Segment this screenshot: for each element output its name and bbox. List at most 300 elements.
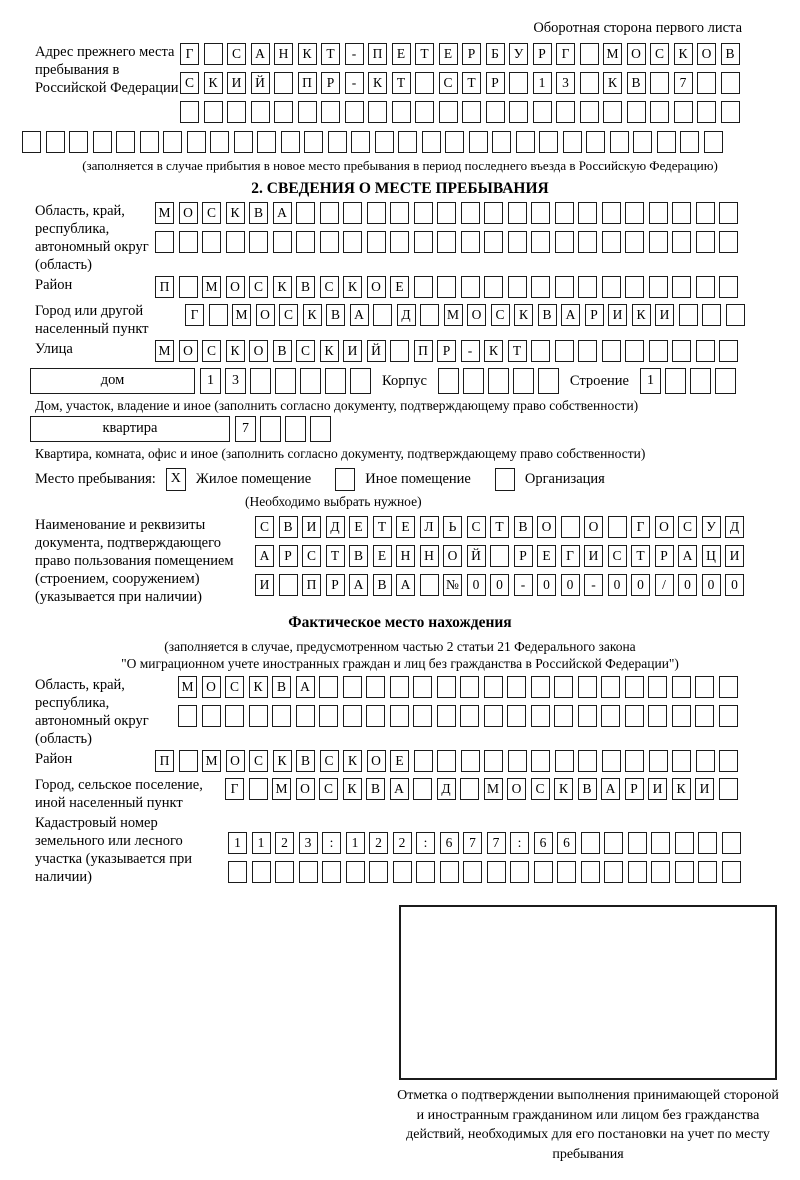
char-cell[interactable] <box>257 131 276 153</box>
char-cell[interactable] <box>674 101 693 123</box>
char-cell[interactable]: О <box>537 516 556 538</box>
char-cell[interactable] <box>437 676 456 698</box>
char-cell[interactable] <box>367 231 386 253</box>
char-cell[interactable] <box>299 861 318 883</box>
char-cell[interactable]: К <box>273 276 292 298</box>
char-cell[interactable] <box>420 304 439 326</box>
char-cell[interactable] <box>373 304 392 326</box>
char-cell[interactable] <box>554 676 573 698</box>
char-cell[interactable]: И <box>302 516 321 538</box>
char-cell[interactable]: О <box>655 516 674 538</box>
char-cell[interactable] <box>628 832 647 854</box>
char-cell[interactable] <box>672 276 691 298</box>
char-cell[interactable] <box>187 131 206 153</box>
char-cell[interactable] <box>672 750 691 772</box>
char-cell[interactable] <box>209 304 228 326</box>
char-cell[interactable] <box>555 276 574 298</box>
char-cell[interactable] <box>625 750 644 772</box>
char-cell[interactable] <box>702 304 721 326</box>
char-cell[interactable] <box>509 72 528 94</box>
char-cell[interactable] <box>697 101 716 123</box>
char-cell[interactable]: Н <box>396 545 415 567</box>
char-cell[interactable] <box>296 705 315 727</box>
char-cell[interactable]: 0 <box>490 574 509 596</box>
char-cell[interactable]: Р <box>625 778 644 800</box>
char-cell[interactable]: В <box>373 574 392 596</box>
char-cell[interactable]: О <box>249 340 268 362</box>
char-cell[interactable]: О <box>467 304 486 326</box>
char-cell[interactable] <box>351 131 370 153</box>
char-cell[interactable] <box>22 131 41 153</box>
char-cell[interactable] <box>463 861 482 883</box>
char-cell[interactable] <box>179 750 198 772</box>
char-cell[interactable] <box>531 705 550 727</box>
char-cell[interactable] <box>440 861 459 883</box>
char-cell[interactable] <box>228 861 247 883</box>
char-cell[interactable]: К <box>484 340 503 362</box>
char-cell[interactable]: О <box>179 340 198 362</box>
char-cell[interactable]: - <box>461 340 480 362</box>
char-cell[interactable]: П <box>302 574 321 596</box>
char-cell[interactable] <box>719 676 738 698</box>
char-cell[interactable] <box>437 750 456 772</box>
char-cell[interactable] <box>274 101 293 123</box>
char-cell[interactable]: Т <box>326 545 345 567</box>
char-cell[interactable] <box>461 231 480 253</box>
char-cell[interactable] <box>251 101 270 123</box>
char-cell[interactable] <box>416 861 435 883</box>
char-cell[interactable] <box>610 131 629 153</box>
char-cell[interactable] <box>69 131 88 153</box>
char-cell[interactable] <box>698 861 717 883</box>
char-cell[interactable]: С <box>249 276 268 298</box>
char-cell[interactable]: - <box>514 574 533 596</box>
char-cell[interactable]: В <box>296 750 315 772</box>
char-cell[interactable] <box>490 545 509 567</box>
char-cell[interactable] <box>679 304 698 326</box>
char-cell[interactable] <box>722 832 741 854</box>
char-cell[interactable]: С <box>531 778 550 800</box>
char-cell[interactable]: О <box>202 676 221 698</box>
char-cell[interactable]: И <box>608 304 627 326</box>
char-cell[interactable] <box>414 202 433 224</box>
char-cell[interactable] <box>601 676 620 698</box>
char-cell[interactable]: М <box>444 304 463 326</box>
char-cell[interactable]: 2 <box>369 832 388 854</box>
char-cell[interactable]: Ц <box>702 545 721 567</box>
char-cell[interactable]: Б <box>486 43 505 65</box>
char-cell[interactable] <box>310 416 331 442</box>
char-cell[interactable]: К <box>672 778 691 800</box>
char-cell[interactable] <box>274 72 293 94</box>
char-cell[interactable] <box>415 72 434 94</box>
char-cell[interactable]: В <box>326 304 345 326</box>
char-cell[interactable]: Р <box>326 574 345 596</box>
char-cell[interactable]: К <box>226 340 245 362</box>
char-cell[interactable]: - <box>345 72 364 94</box>
char-cell[interactable] <box>628 861 647 883</box>
char-cell[interactable] <box>625 276 644 298</box>
char-cell[interactable]: - <box>345 43 364 65</box>
char-cell[interactable] <box>698 832 717 854</box>
char-cell[interactable] <box>178 705 197 727</box>
char-cell[interactable]: К <box>554 778 573 800</box>
char-cell[interactable]: А <box>396 574 415 596</box>
char-cell[interactable]: О <box>443 545 462 567</box>
char-cell[interactable] <box>697 72 716 94</box>
char-cell[interactable]: Р <box>486 72 505 94</box>
char-cell[interactable] <box>445 131 464 153</box>
char-cell[interactable] <box>343 231 362 253</box>
char-cell[interactable] <box>413 705 432 727</box>
char-cell[interactable] <box>275 861 294 883</box>
char-cell[interactable]: Г <box>225 778 244 800</box>
char-cell[interactable] <box>648 676 667 698</box>
char-cell[interactable] <box>578 276 597 298</box>
char-cell[interactable] <box>249 231 268 253</box>
char-cell[interactable]: А <box>350 304 369 326</box>
char-cell[interactable]: 2 <box>393 832 412 854</box>
char-cell[interactable] <box>719 750 738 772</box>
char-cell[interactable] <box>273 231 292 253</box>
char-cell[interactable] <box>350 368 371 394</box>
char-cell[interactable]: С <box>255 516 274 538</box>
char-cell[interactable]: Д <box>397 304 416 326</box>
char-cell[interactable] <box>539 131 558 153</box>
char-cell[interactable] <box>413 676 432 698</box>
char-cell[interactable] <box>461 750 480 772</box>
char-cell[interactable] <box>531 276 550 298</box>
char-cell[interactable]: К <box>249 676 268 698</box>
char-cell[interactable]: : <box>510 832 529 854</box>
char-cell[interactable]: Р <box>437 340 456 362</box>
char-cell[interactable] <box>285 416 306 442</box>
char-cell[interactable] <box>510 861 529 883</box>
char-cell[interactable] <box>581 861 600 883</box>
char-cell[interactable] <box>538 368 559 394</box>
char-cell[interactable]: К <box>303 304 322 326</box>
char-cell[interactable]: 6 <box>440 832 459 854</box>
char-cell[interactable] <box>343 705 362 727</box>
char-cell[interactable] <box>155 231 174 253</box>
char-cell[interactable] <box>563 131 582 153</box>
char-cell[interactable]: О <box>367 276 386 298</box>
char-cell[interactable] <box>578 705 597 727</box>
char-cell[interactable]: В <box>279 516 298 538</box>
char-cell[interactable] <box>721 101 740 123</box>
char-cell[interactable]: Ь <box>443 516 462 538</box>
char-cell[interactable]: 1 <box>533 72 552 94</box>
char-cell[interactable] <box>296 202 315 224</box>
char-cell[interactable] <box>462 101 481 123</box>
char-cell[interactable] <box>227 101 246 123</box>
char-cell[interactable] <box>272 705 291 727</box>
char-cell[interactable]: С <box>439 72 458 94</box>
char-cell[interactable] <box>234 131 253 153</box>
char-cell[interactable]: И <box>648 778 667 800</box>
char-cell[interactable]: В <box>514 516 533 538</box>
char-cell[interactable]: В <box>273 340 292 362</box>
char-cell[interactable]: О <box>584 516 603 538</box>
char-cell[interactable]: С <box>227 43 246 65</box>
char-cell[interactable] <box>633 131 652 153</box>
char-cell[interactable]: У <box>509 43 528 65</box>
char-cell[interactable]: М <box>232 304 251 326</box>
char-cell[interactable] <box>275 368 296 394</box>
char-cell[interactable] <box>460 705 479 727</box>
char-cell[interactable]: О <box>627 43 646 65</box>
char-cell[interactable] <box>690 368 711 394</box>
char-cell[interactable] <box>328 131 347 153</box>
char-cell[interactable]: К <box>603 72 622 94</box>
char-cell[interactable]: Р <box>585 304 604 326</box>
char-cell[interactable]: О <box>296 778 315 800</box>
char-cell[interactable]: С <box>678 516 697 538</box>
char-cell[interactable] <box>555 750 574 772</box>
char-cell[interactable] <box>719 276 738 298</box>
char-cell[interactable]: М <box>272 778 291 800</box>
char-cell[interactable] <box>555 202 574 224</box>
char-cell[interactable]: 3 <box>225 368 246 394</box>
char-cell[interactable] <box>460 778 479 800</box>
char-cell[interactable]: 0 <box>678 574 697 596</box>
char-cell[interactable] <box>204 101 223 123</box>
char-cell[interactable] <box>625 676 644 698</box>
char-cell[interactable]: П <box>155 750 174 772</box>
char-cell[interactable] <box>390 676 409 698</box>
char-cell[interactable]: : <box>322 832 341 854</box>
char-cell[interactable] <box>554 705 573 727</box>
char-cell[interactable]: Е <box>390 276 409 298</box>
char-cell[interactable] <box>469 131 488 153</box>
char-cell[interactable] <box>437 276 456 298</box>
char-cell[interactable]: С <box>467 516 486 538</box>
char-cell[interactable] <box>439 101 458 123</box>
char-cell[interactable] <box>179 276 198 298</box>
char-cell[interactable]: М <box>155 202 174 224</box>
char-cell[interactable] <box>367 202 386 224</box>
char-cell[interactable] <box>320 231 339 253</box>
char-cell[interactable]: 0 <box>537 574 556 596</box>
char-cell[interactable]: М <box>202 750 221 772</box>
char-cell[interactable] <box>580 43 599 65</box>
char-cell[interactable] <box>531 750 550 772</box>
char-cell[interactable] <box>719 202 738 224</box>
char-cell[interactable] <box>586 131 605 153</box>
char-cell[interactable] <box>695 705 714 727</box>
char-cell[interactable]: 1 <box>252 832 271 854</box>
char-cell[interactable]: Й <box>251 72 270 94</box>
char-cell[interactable]: Г <box>180 43 199 65</box>
char-cell[interactable]: С <box>279 304 298 326</box>
char-cell[interactable] <box>279 574 298 596</box>
char-cell[interactable]: 0 <box>631 574 650 596</box>
char-cell[interactable]: К <box>226 202 245 224</box>
char-cell[interactable] <box>415 101 434 123</box>
char-cell[interactable]: С <box>491 304 510 326</box>
char-cell[interactable]: Н <box>274 43 293 65</box>
char-cell[interactable] <box>625 231 644 253</box>
char-cell[interactable] <box>322 861 341 883</box>
char-cell[interactable]: К <box>298 43 317 65</box>
char-cell[interactable] <box>179 231 198 253</box>
char-cell[interactable] <box>602 231 621 253</box>
char-cell[interactable]: К <box>514 304 533 326</box>
char-cell[interactable] <box>437 202 456 224</box>
char-cell[interactable] <box>649 276 668 298</box>
char-cell[interactable]: А <box>561 304 580 326</box>
char-cell[interactable]: О <box>226 276 245 298</box>
char-cell[interactable] <box>319 676 338 698</box>
char-cell[interactable] <box>578 231 597 253</box>
char-cell[interactable]: Р <box>533 43 552 65</box>
other-premises-checkbox[interactable] <box>335 468 355 491</box>
char-cell[interactable] <box>696 202 715 224</box>
char-cell[interactable] <box>509 101 528 123</box>
char-cell[interactable]: И <box>343 340 362 362</box>
char-cell[interactable]: 0 <box>702 574 721 596</box>
char-cell[interactable]: 3 <box>299 832 318 854</box>
char-cell[interactable] <box>438 368 459 394</box>
char-cell[interactable]: Т <box>321 43 340 65</box>
char-cell[interactable]: 0 <box>467 574 486 596</box>
char-cell[interactable]: Т <box>392 72 411 94</box>
char-cell[interactable] <box>649 202 668 224</box>
char-cell[interactable] <box>210 131 229 153</box>
char-cell[interactable] <box>369 861 388 883</box>
char-cell[interactable]: Е <box>537 545 556 567</box>
char-cell[interactable] <box>487 861 506 883</box>
char-cell[interactable]: С <box>302 545 321 567</box>
char-cell[interactable] <box>413 778 432 800</box>
char-cell[interactable] <box>463 368 484 394</box>
char-cell[interactable]: К <box>343 750 362 772</box>
char-cell[interactable]: С <box>202 202 221 224</box>
char-cell[interactable] <box>675 832 694 854</box>
char-cell[interactable]: П <box>298 72 317 94</box>
char-cell[interactable]: Е <box>396 516 415 538</box>
char-cell[interactable]: С <box>608 545 627 567</box>
char-cell[interactable]: 0 <box>561 574 580 596</box>
char-cell[interactable]: 1 <box>640 368 661 394</box>
char-cell[interactable] <box>508 202 527 224</box>
char-cell[interactable] <box>461 276 480 298</box>
char-cell[interactable] <box>555 231 574 253</box>
char-cell[interactable] <box>204 43 223 65</box>
char-cell[interactable]: С <box>180 72 199 94</box>
char-cell[interactable] <box>366 676 385 698</box>
char-cell[interactable] <box>414 276 433 298</box>
char-cell[interactable] <box>250 368 271 394</box>
char-cell[interactable]: С <box>319 778 338 800</box>
char-cell[interactable] <box>304 131 323 153</box>
char-cell[interactable] <box>422 131 441 153</box>
char-cell[interactable] <box>648 705 667 727</box>
char-cell[interactable]: С <box>320 750 339 772</box>
char-cell[interactable] <box>680 131 699 153</box>
char-cell[interactable]: В <box>249 202 268 224</box>
house-box[interactable]: дом <box>30 368 195 394</box>
char-cell[interactable] <box>116 131 135 153</box>
char-cell[interactable] <box>486 101 505 123</box>
char-cell[interactable] <box>719 340 738 362</box>
char-cell[interactable]: 2 <box>275 832 294 854</box>
char-cell[interactable]: М <box>155 340 174 362</box>
char-cell[interactable] <box>672 340 691 362</box>
char-cell[interactable] <box>580 72 599 94</box>
char-cell[interactable] <box>695 676 714 698</box>
char-cell[interactable] <box>484 276 503 298</box>
char-cell[interactable]: - <box>584 574 603 596</box>
char-cell[interactable] <box>533 101 552 123</box>
char-cell[interactable] <box>368 101 387 123</box>
char-cell[interactable]: Р <box>321 72 340 94</box>
char-cell[interactable]: Й <box>367 340 386 362</box>
char-cell[interactable] <box>649 750 668 772</box>
char-cell[interactable] <box>602 750 621 772</box>
char-cell[interactable]: А <box>255 545 274 567</box>
char-cell[interactable] <box>556 101 575 123</box>
char-cell[interactable]: Е <box>392 43 411 65</box>
char-cell[interactable] <box>180 101 199 123</box>
char-cell[interactable]: Т <box>490 516 509 538</box>
char-cell[interactable]: Р <box>279 545 298 567</box>
char-cell[interactable]: / <box>655 574 674 596</box>
char-cell[interactable]: 1 <box>200 368 221 394</box>
char-cell[interactable] <box>531 202 550 224</box>
char-cell[interactable]: В <box>721 43 740 65</box>
char-cell[interactable] <box>696 340 715 362</box>
char-cell[interactable]: Й <box>467 545 486 567</box>
char-cell[interactable]: П <box>155 276 174 298</box>
char-cell[interactable] <box>675 861 694 883</box>
char-cell[interactable]: Р <box>514 545 533 567</box>
char-cell[interactable]: М <box>603 43 622 65</box>
char-cell[interactable] <box>508 750 527 772</box>
char-cell[interactable]: 6 <box>534 832 553 854</box>
char-cell[interactable] <box>484 202 503 224</box>
char-cell[interactable] <box>320 202 339 224</box>
char-cell[interactable]: Н <box>420 545 439 567</box>
char-cell[interactable]: 6 <box>557 832 576 854</box>
char-cell[interactable] <box>226 231 245 253</box>
char-cell[interactable] <box>672 705 691 727</box>
char-cell[interactable] <box>507 676 526 698</box>
char-cell[interactable]: О <box>697 43 716 65</box>
char-cell[interactable]: 0 <box>725 574 744 596</box>
char-cell[interactable]: В <box>296 276 315 298</box>
char-cell[interactable] <box>625 202 644 224</box>
char-cell[interactable] <box>484 231 503 253</box>
char-cell[interactable] <box>46 131 65 153</box>
char-cell[interactable] <box>719 778 738 800</box>
char-cell[interactable]: Г <box>556 43 575 65</box>
char-cell[interactable]: А <box>390 778 409 800</box>
char-cell[interactable]: А <box>601 778 620 800</box>
char-cell[interactable] <box>578 340 597 362</box>
char-cell[interactable]: С <box>249 750 268 772</box>
char-cell[interactable] <box>321 101 340 123</box>
char-cell[interactable] <box>696 231 715 253</box>
char-cell[interactable] <box>140 131 159 153</box>
char-cell[interactable] <box>696 750 715 772</box>
char-cell[interactable] <box>437 705 456 727</box>
char-cell[interactable] <box>300 368 321 394</box>
char-cell[interactable] <box>319 705 338 727</box>
char-cell[interactable] <box>516 131 535 153</box>
char-cell[interactable] <box>484 750 503 772</box>
char-cell[interactable] <box>346 861 365 883</box>
